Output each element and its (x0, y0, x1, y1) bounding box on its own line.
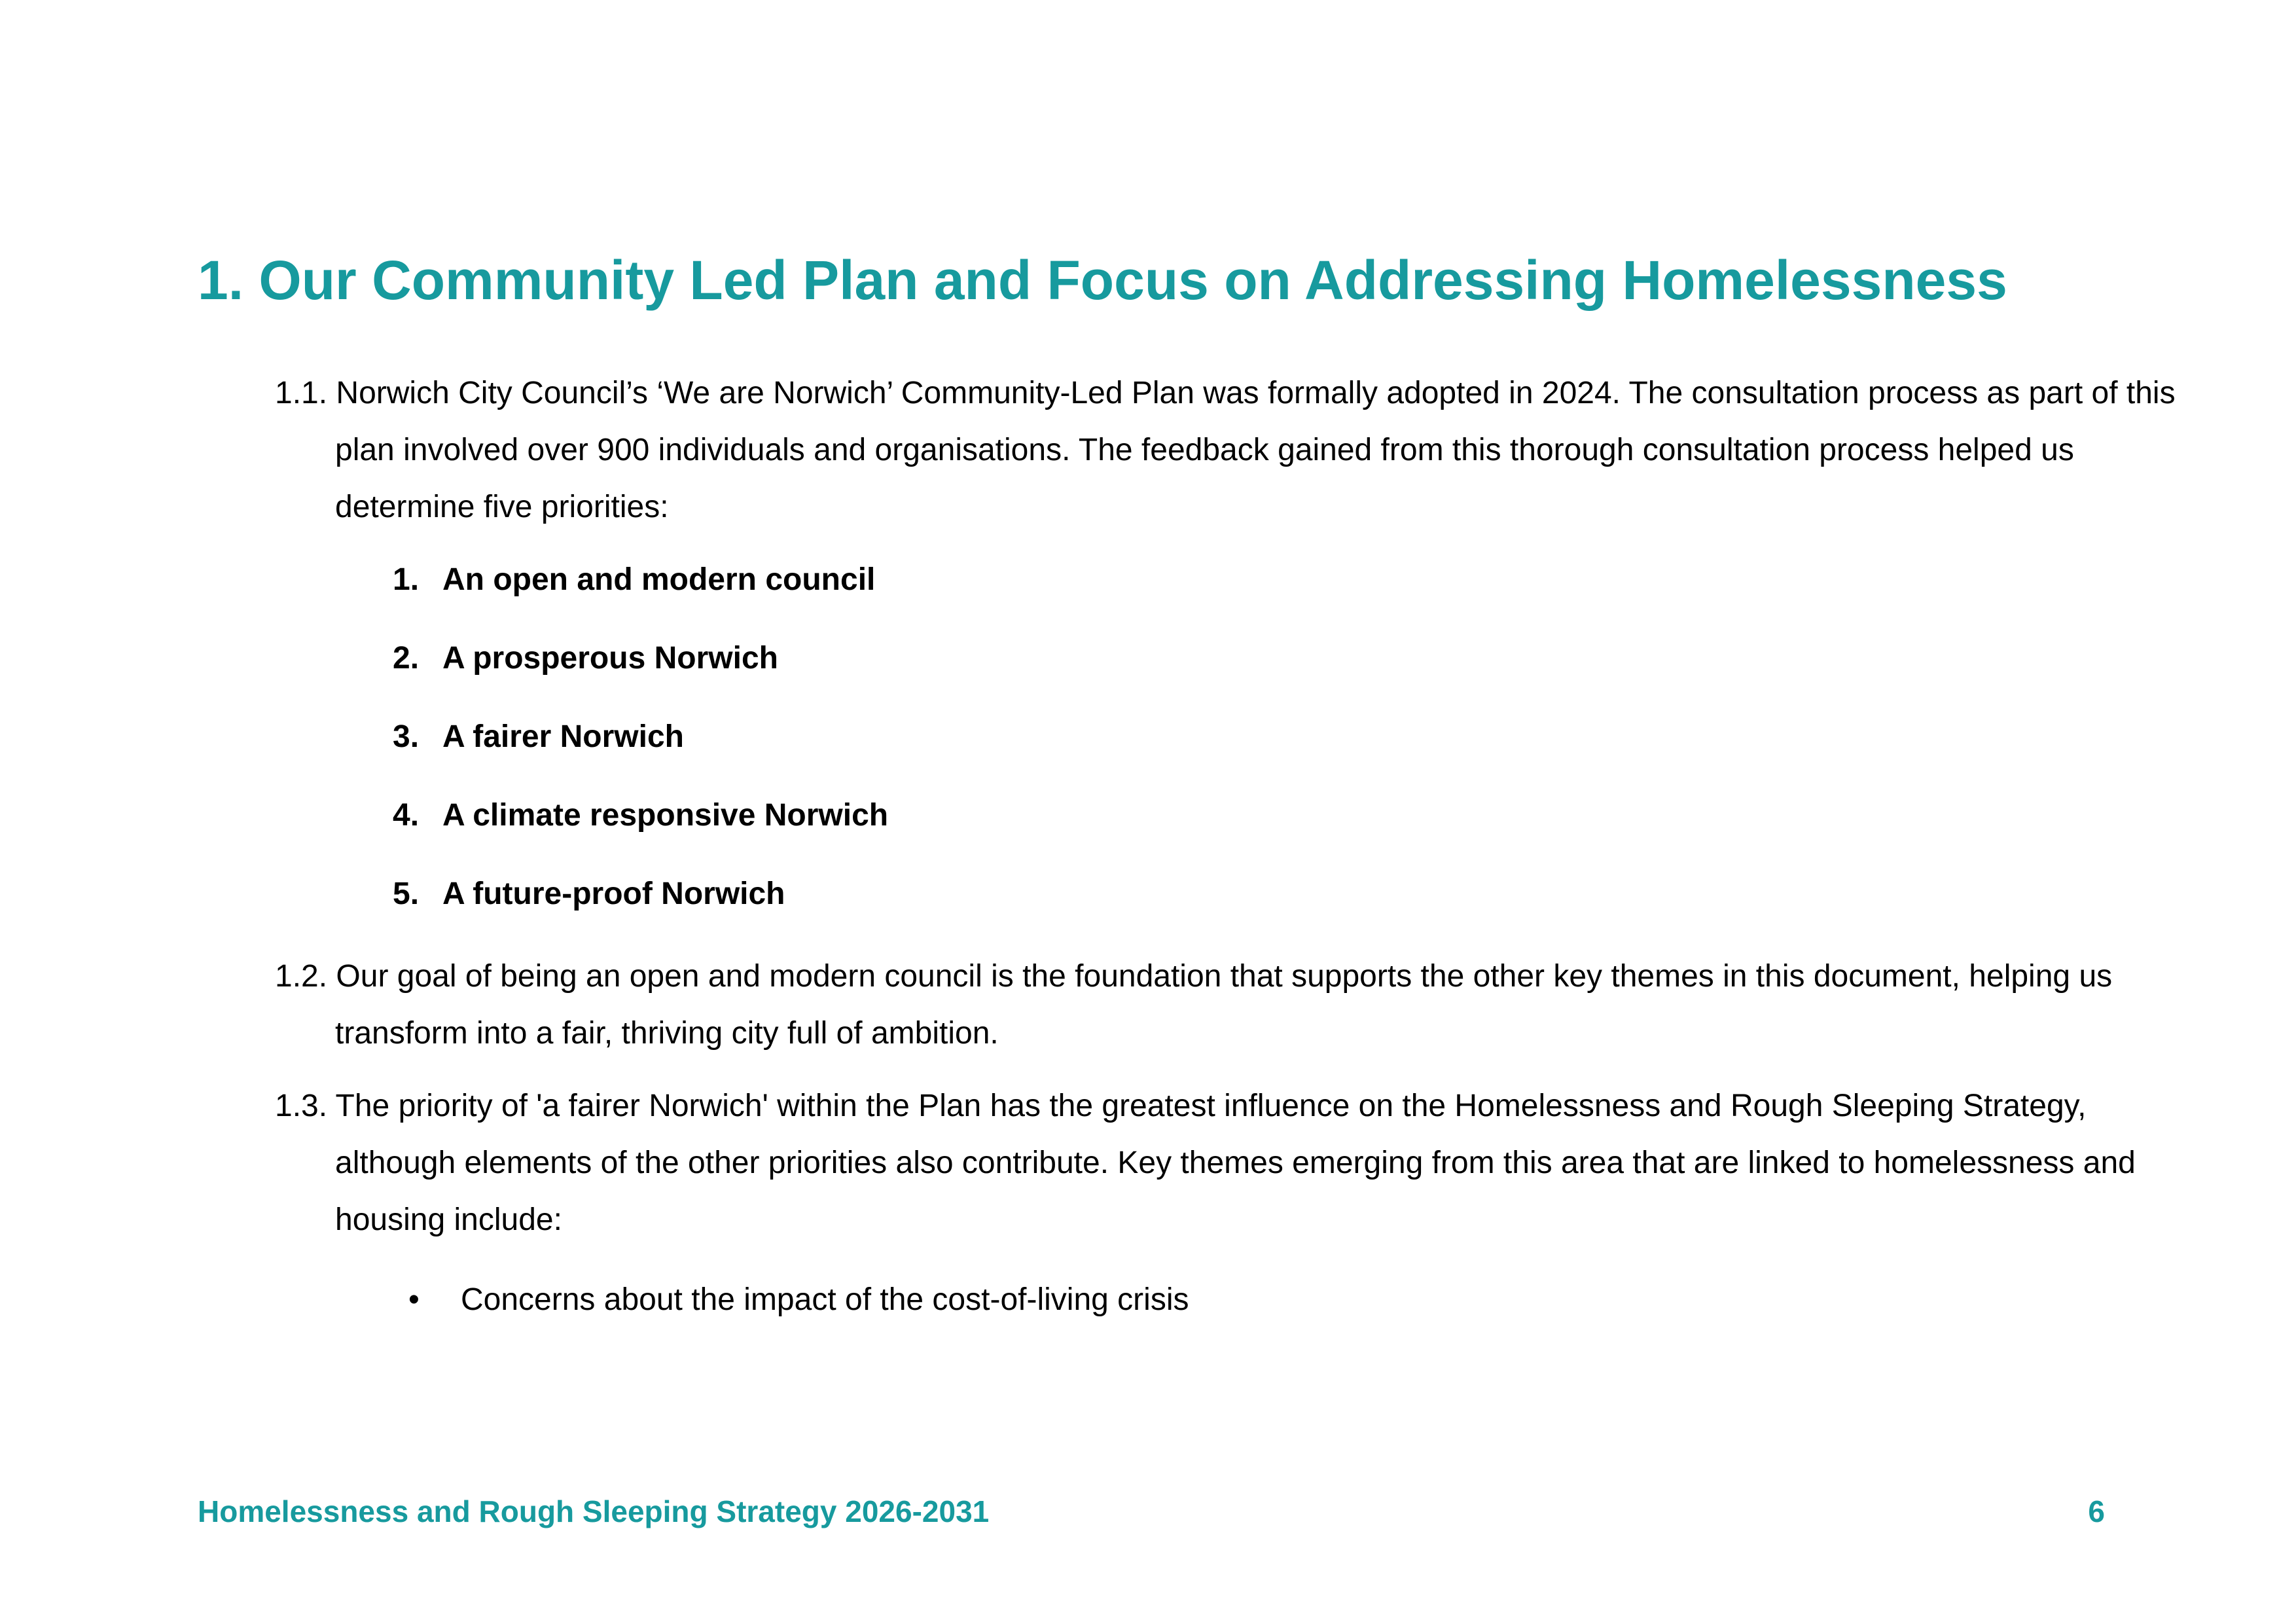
paragraph-text: The priority of 'a fairer Norwich' within the Plan has the greatest influence on the Homelessness and Rough Sleeping Strategy, although elements of the other priorities also contribute. Key themes emerging from this area that are linked to homelessness and housing include: (335, 1089, 2136, 1237)
priority-number: 1. (393, 562, 420, 597)
bullet-icon: • (408, 1282, 420, 1317)
priorities-list (393, 554, 888, 947)
priority-number: 2. (393, 641, 420, 676)
priority-item (393, 789, 888, 868)
priority-number: 4. (393, 798, 420, 833)
section-heading: 1. Our Community Led Plan and Focus on Addressing Homelessness (198, 249, 2007, 311)
priority-number: 5. (393, 876, 420, 911)
priority-label: A fairer Norwich (442, 719, 684, 754)
priority-label: An open and modern council (442, 562, 876, 597)
themes-list (408, 1274, 1189, 1326)
paragraph-number: 1.1. (275, 376, 328, 410)
priority-item (393, 632, 888, 711)
paragraph-1-1 (275, 365, 2207, 535)
priority-label: A climate responsive Norwich (442, 798, 889, 833)
theme-item (408, 1274, 1189, 1326)
paragraph-1-3 (275, 1077, 2207, 1248)
priority-label: A prosperous Norwich (442, 641, 778, 676)
paragraph-1-2 (275, 948, 2207, 1062)
priority-item (393, 711, 888, 789)
paragraph-number: 1.2. (275, 959, 328, 994)
paragraph-text: Our goal of being an open and modern council is the foundation that supports the other key themes in this document, helping us transform into a fair, thriving city full of ambition. (335, 959, 2113, 1051)
footer-title: Homelessness and Rough Sleeping Strategy 2026-2031 (198, 1494, 990, 1528)
paragraph-text: Norwich City Council’s ‘We are Norwich’ Community-Led Plan was formally adopted in 2024. The consultation process as part of this plan involved over 900 individuals and organisations. The feedback gained from this thorough consultation process helped us determine five priorities: (335, 376, 2176, 524)
theme-text: Concerns about the impact of the cost-of-living crisis (461, 1282, 1189, 1317)
paragraph-number: 1.3. (275, 1089, 328, 1123)
priority-label: A future-proof Norwich (442, 876, 785, 911)
priority-item (393, 554, 888, 632)
page-number: 6 (2088, 1494, 2105, 1528)
priority-number: 3. (393, 719, 420, 754)
priority-item (393, 868, 888, 947)
